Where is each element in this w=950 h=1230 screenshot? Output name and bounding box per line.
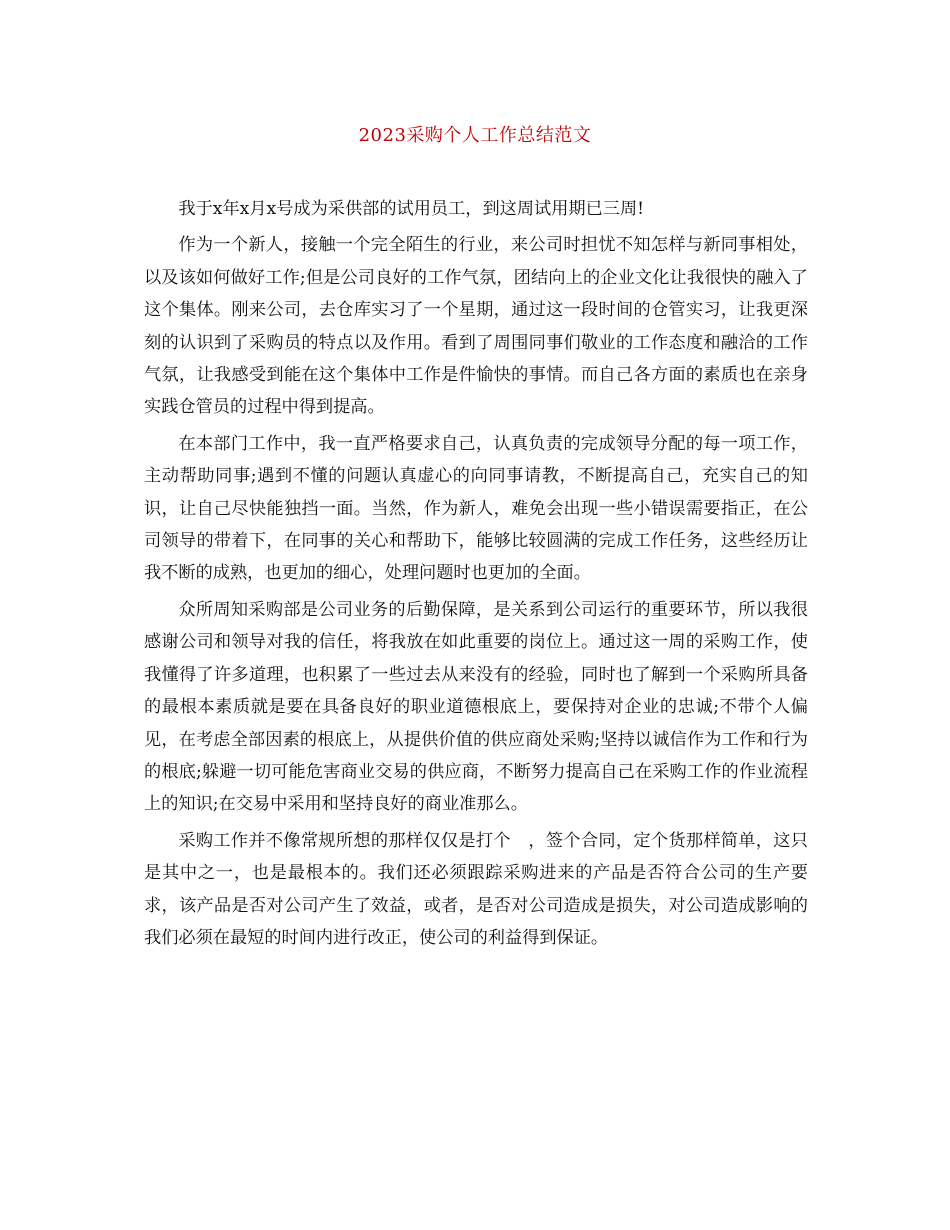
document-title: 2023采购个人工作总结范文 bbox=[358, 125, 592, 146]
paragraph-2: 作为一个新人，接触一个完全陌生的行业，来公司时担忧不知怎样与新同事相处，以及该如何做好工作;但是公司良好的工作气氛，团结向上的企业文化让我很快的融入了这个集体。刚来公司，去仓库实习了一个星期，通过这一段时间的仓管实习，让我更深刻的认识到了采购员的特点以及作用。看到了周围同事们敬业的工作态度和融洽的工作气氛，让我感受到能在这个集体中工作是件愉快的事情。而自己各方面的素质也在亲身实践仓管员的过程中得到提高。 bbox=[144, 235, 808, 418]
paragraph-1: 我于x年x月x号成为采供部的试用员工，到这周试用期已三周! bbox=[178, 199, 645, 219]
paragraph-5: 采购工作并不像常规所想的那样仅仅是打个 ，签个合同，定个货那样简单，这只是其中之一，也是最根本的。我们还必须跟踪采购进来的产品是否符合公司的生产要求，该产品是否对公司产生了效益，或者，是否对公司造成是损失，对公司造成影响的我们必须在最短的时间内进行改正，使公司的利益得到保证。 bbox=[144, 830, 808, 948]
paragraph-3: 在本部门工作中，我一直严格要求自己，认真负责的完成领导分配的每一项工作，主动帮助同事;遇到不懂的问题认真虚心的向同事请教，不断提高自己，充实自己的知识，让自己尽快能独挡一面。当然，作为新人，难免会出现一些小错误需要指正，在公司领导的带着下，在同事的关心和帮助下，能够比较圆满的完成工作任务，这些经历让我不断的成熟，也更加的细心，处理问题时也更加的全面。 bbox=[144, 433, 808, 584]
paragraph-4: 众所周知采购部是公司业务的后勤保障，是关系到公司运行的重要环节，所以我很感谢公司和领导对我的信任，将我放在如此重要的岗位上。通过这一周的采购工作，使我懂得了许多道理，也积累了一些过去从来没有的经验，同时也了解到一个采购所具备的最根本素质就是要在具备良好的职业道德根底上，要保持对企业的忠诚;不带个人偏见，在考虑全部因素的根底上，从提供价值的供应商处采购;坚持以诚信作为工作和行为的根底;躲避一切可能危害商业交易的供应商，不断努力提高自己在采购工作的作业流程上的知识;在交易中采用和坚持良好的商业准那么。 bbox=[144, 599, 808, 815]
document-body bbox=[144, 193, 808, 958]
